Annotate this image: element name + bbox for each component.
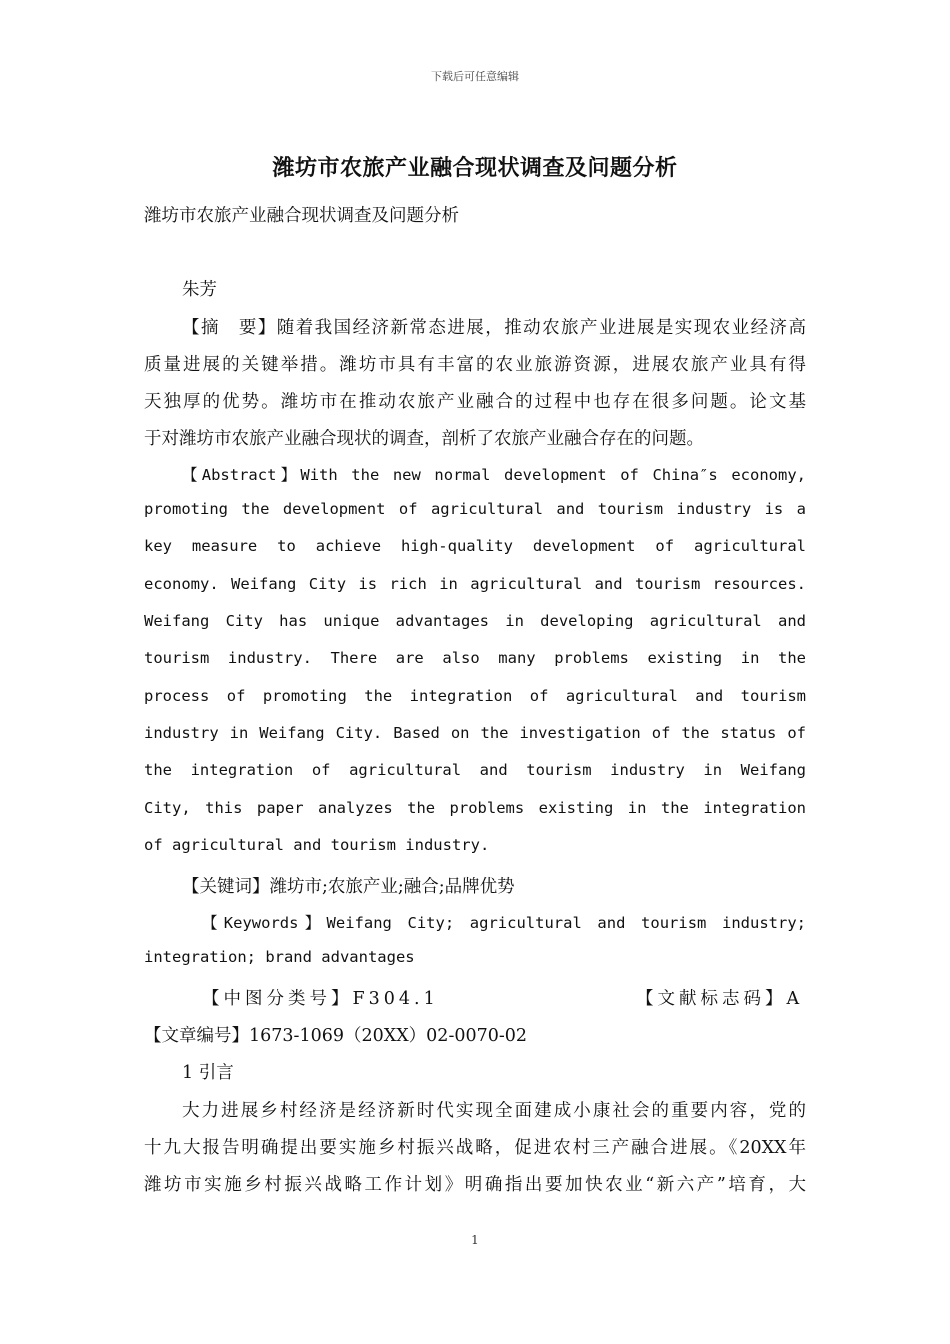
abstract-cn-line: 【摘 要】随着我国经济新常态进展，推动农旅产业进展是实现农业经济高 bbox=[182, 318, 806, 338]
abstract-cn-line: 天独厚的优势。潍坊市在推动农旅产业融合的过程中也存在很多问题。论文基 bbox=[144, 392, 806, 412]
keywords-cn: 【关键词】潍坊市;农旅产业;融合;品牌优势 bbox=[182, 877, 515, 897]
abstract-en-line: key measure to achieve high-quality development of agricultural bbox=[144, 537, 806, 555]
intro-line: 大力进展乡村经济是经济新时代实现全面建成小康社会的重要内容，党的 bbox=[182, 1101, 806, 1121]
article-number: 【文章编号】1673-1069（20XX）02-0070-02 bbox=[144, 1026, 528, 1046]
abstract-en-line: of agricultural and tourism industry. bbox=[144, 836, 490, 854]
classification-number: 【中图分类号】F304.1 bbox=[202, 989, 439, 1009]
abstract-en-line: the integration of agricultural and tourism industry in Weifang bbox=[144, 761, 806, 779]
abstract-en-line: process of promoting the integration of agricultural and tourism bbox=[144, 687, 806, 705]
abstract-en-line: Weifang City has unique advantages in developing agricultural and bbox=[144, 612, 806, 630]
abstract-cn-line: 质量进展的关键举措。潍坊市具有丰富的农业旅游资源，进展农旅产业具有得 bbox=[144, 355, 806, 375]
keywords-en-line: integration; brand advantages bbox=[144, 948, 415, 966]
abstract-en-line: 【Abstract】With the new normal development of China″s economy, bbox=[182, 466, 806, 484]
intro-line: 潍坊市实施乡村振兴战略工作计划》明确指出要加快农业“新六产”培育，大 bbox=[144, 1175, 806, 1195]
section-heading: 1 引言 bbox=[182, 1063, 234, 1083]
intro-line: 十九大报告明确提出要实施乡村振兴战略，促进农村三产融合进展。《20XX年 bbox=[144, 1138, 806, 1158]
subtitle: 潍坊市农旅产业融合现状调查及问题分析 bbox=[144, 206, 459, 226]
abstract-en-line: City, this paper analyzes the problems existing in the integration bbox=[144, 799, 806, 817]
abstract-en-line: tourism industry. There are also many problems existing in the bbox=[144, 649, 806, 667]
page-title: 潍坊市农旅产业融合现状调查及问题分析 bbox=[272, 156, 678, 181]
keywords-en-line: 【Keywords】Weifang City; agricultural and tourism industry; bbox=[202, 914, 806, 932]
author: 朱芳 bbox=[182, 280, 217, 300]
document-code: 【文献标志码】A bbox=[636, 989, 804, 1009]
abstract-cn-line: 于对潍坊市农旅产业融合现状的调查，剖析了农旅产业融合存在的问题。 bbox=[144, 429, 704, 449]
header-note: 下载后可任意编辑 bbox=[431, 70, 519, 83]
abstract-en-line: industry in Weifang City. Based on the investigation of the status of bbox=[144, 724, 806, 742]
page-number: 1 bbox=[471, 1233, 479, 1247]
abstract-en-line: economy. Weifang City is rich in agricultural and tourism resources. bbox=[144, 575, 806, 593]
abstract-en-line: promoting the development of agricultural and tourism industry is a bbox=[144, 500, 806, 518]
